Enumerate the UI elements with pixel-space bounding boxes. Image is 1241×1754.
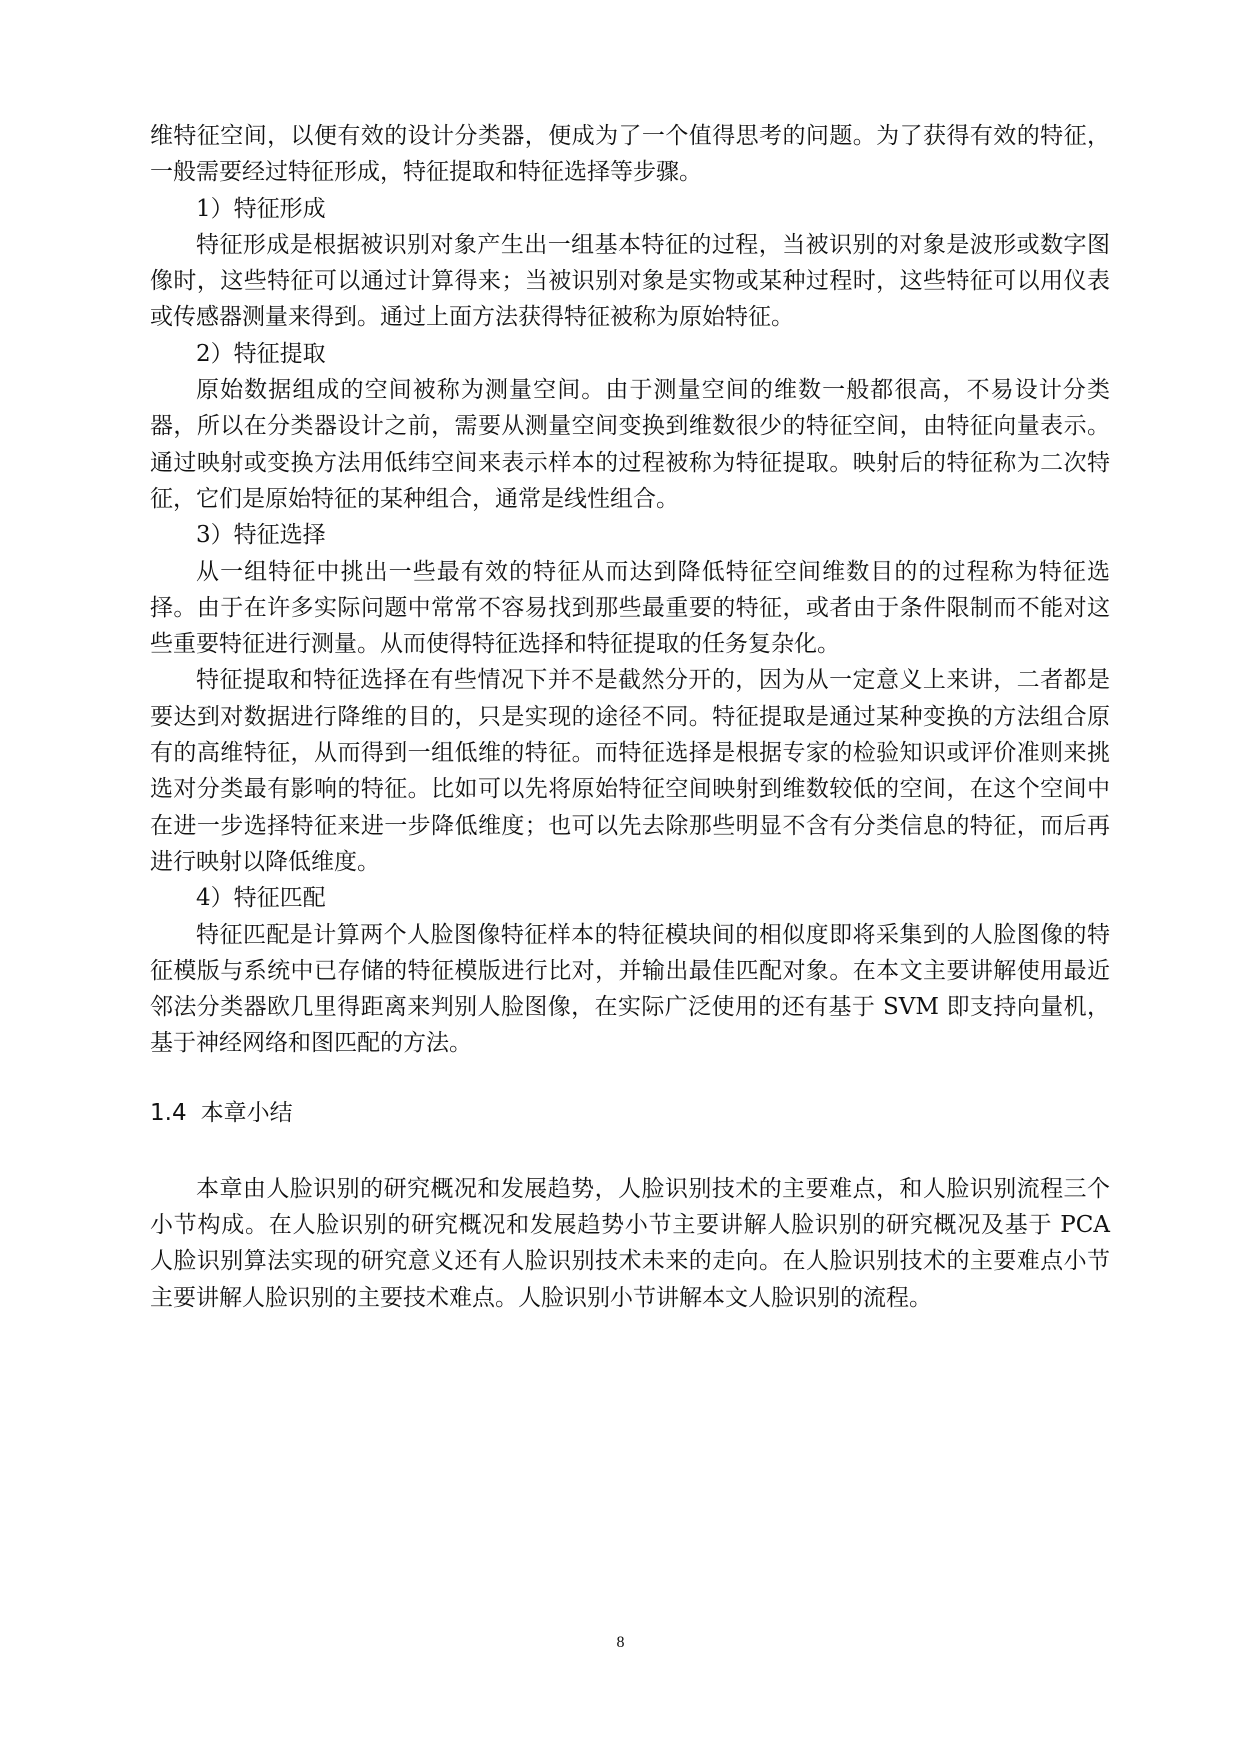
paragraph: 本章由人脸识别的研究概况和发展趋势，人脸识别技术的主要难点，和人脸识别流程三个小节构成。在人脸识别的研究概况和发展趋势小节主要讲解人脸识别的研究概况及基于 PCA 人脸识别算法实现的研究意义还有人脸识别技术未来的走向。在人脸识别技术的主要难点小节主要讲解人脸识别的主要技术难点。人脸识别小节讲解本文人脸识别的流程。 — [150, 1175, 1110, 1311]
paragraph-continued: 维特征空间，以便有效的设计分类器，便成为了一个值得思考的问题。为了获得有效的特征，一般需要经过特征形成，特征提取和特征选择等步骤。 — [150, 123, 1110, 186]
paragraph: 特征提取和特征选择在有些情况下并不是截然分开的，因为从一定意义上来讲，二者都是要达到对数据进行降维的目的，只是实现的途径不同。特征提取是通过某种变换的方法组合原有的高维特征，从而得到一组低维的特征。而特征选择是根据专家的检验知识或评价准则来挑选对分类最有影响的特征。比如可以先将原始特征空间映射到维数较低的空间，在这个空间中在进一步选择特征来进一步降低维度；也可以先去除那些明显不含有分类信息的特征，而后再进行映射以降低维度。 — [150, 667, 1110, 875]
paragraph: 原始数据组成的空间被称为测量空间。由于测量空间的维数一般都很高，不易设计分类器，所以在分类器设计之前，需要从测量空间变换到维数很少的特征空间，由特征向量表示。通过映射或变换方法用低纬空间来表示样本的过程被称为特征提取。映射后的特征称为二次特征，它们是原始特征的某种组合，通常是线性组合。 — [150, 377, 1110, 512]
body-text-bottom — [150, 1171, 1110, 1316]
body-text-top — [150, 118, 1110, 1062]
paragraph: 从一组特征中挑出一些最有效的特征从而达到降低特征空间维数目的的过程称为特征选择。由于在许多实际问题中常常不容易找到那些最重要的特征，或者由于条件限制而不能对这些重要特征进行测量。从而使得特征选择和特征提取的任务复杂化。 — [150, 558, 1110, 658]
paragraph: 特征匹配是计算两个人脸图像特征样本的特征模块间的相似度即将采集到的人脸图像的特征模版与系统中已存储的特征模版进行比对，并输出最佳匹配对象。在本文主要讲解使用最近邻法分类器欧几里得距离来判别人脸图像，在实际广泛使用的还有基于 SVM 即支持向量机，基于神经网络和图匹配的方法。 — [150, 921, 1110, 1057]
list-heading: 4）特征匹配 — [196, 885, 326, 912]
list-heading: 3）特征选择 — [196, 522, 326, 549]
section-title: 本章小结 — [200, 1099, 293, 1126]
paragraph: 特征形成是根据被识别对象产生出一组基本特征的过程，当被识别的对象是波形或数字图像时，这些特征可以通过计算得来；当被识别对象是实物或某种过程时，这些特征可以用仪表或传感器测量来得到。通过上面方法获得特征被称为原始特征。 — [150, 231, 1110, 331]
section-heading — [150, 1095, 1110, 1131]
page-body — [150, 118, 1110, 1316]
section-number: 1.4 — [150, 1099, 187, 1126]
page-number: 8 — [616, 1634, 625, 1651]
list-heading: 1）特征形成 — [196, 195, 326, 222]
list-heading: 2）特征提取 — [196, 340, 326, 367]
